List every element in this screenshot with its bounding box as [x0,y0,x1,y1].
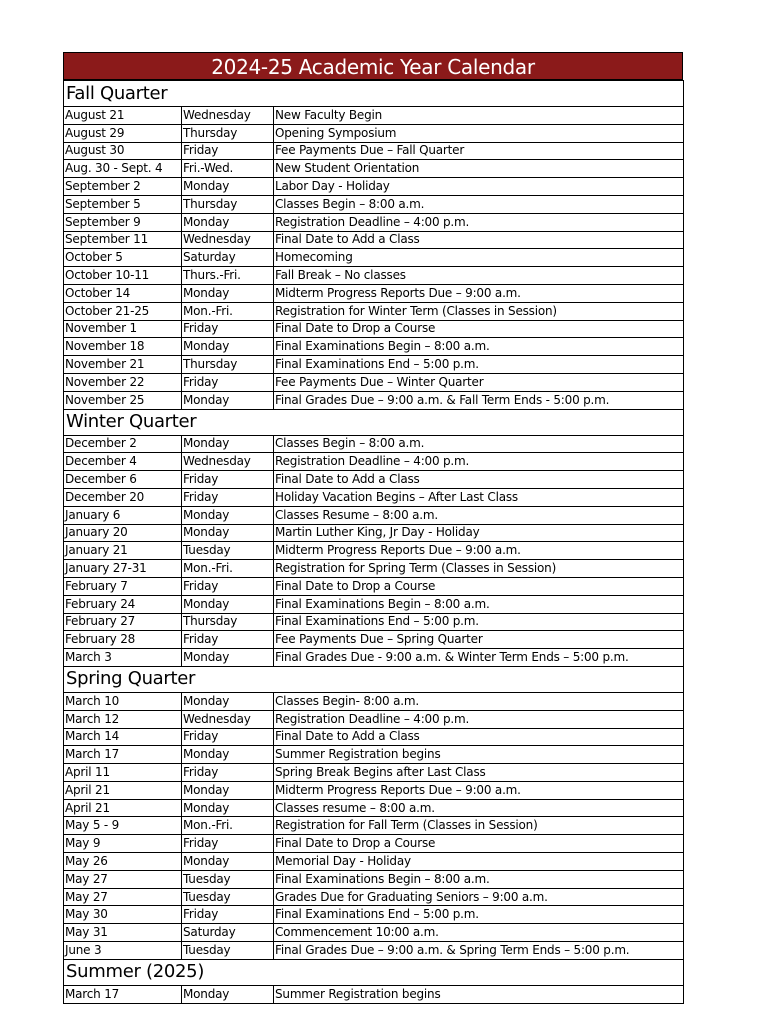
date-cell: November 1 [64,320,182,338]
event-cell: Final Grades Due – 9:00 a.m. & Spring Term Ends – 5:00 p.m. [274,942,684,960]
day-cell: Friday [182,728,274,746]
event-cell: Midterm Progress Reports Due – 9:00 a.m. [274,542,684,560]
table-row [64,649,684,667]
day-cell: Monday [182,985,274,1003]
day-cell: Friday [182,835,274,853]
day-cell: Thursday [182,613,274,631]
date-cell: November 25 [64,391,182,409]
event-cell: Martin Luther King, Jr Day - Holiday [274,524,684,542]
day-cell: Monday [182,799,274,817]
section-header-row [64,959,684,985]
table-row [64,373,684,391]
day-cell: Mon.-Fri. [182,560,274,578]
day-cell: Tuesday [182,870,274,888]
event-cell: Midterm Progress Reports Due – 9:00 a.m. [274,781,684,799]
day-cell: Monday [182,853,274,871]
date-cell: January 27-31 [64,560,182,578]
table-row [64,692,684,710]
table-row [64,302,684,320]
day-cell: Friday [182,764,274,782]
table-row [64,560,684,578]
day-cell: Wednesday [182,710,274,728]
table-row [64,435,684,453]
day-cell: Monday [182,649,274,667]
event-cell: Registration for Spring Term (Classes in Session) [274,560,684,578]
day-cell: Wednesday [182,231,274,249]
table-row [64,631,684,649]
table-row [64,142,684,160]
calendar-body [64,81,684,1004]
day-cell: Friday [182,471,274,489]
event-cell: Opening Symposium [274,124,684,142]
date-cell: May 5 - 9 [64,817,182,835]
date-cell: February 24 [64,595,182,613]
date-cell: May 30 [64,906,182,924]
event-cell: Commencement 10:00 a.m. [274,924,684,942]
date-cell: February 7 [64,577,182,595]
day-cell: Saturday [182,924,274,942]
date-cell: January 21 [64,542,182,560]
date-cell: March 17 [64,746,182,764]
event-cell: Classes resume – 8:00 a.m. [274,799,684,817]
table-row [64,391,684,409]
day-cell: Friday [182,906,274,924]
table-row [64,746,684,764]
table-row [64,781,684,799]
date-cell: October 10-11 [64,267,182,285]
day-cell: Friday [182,577,274,595]
table-row [64,195,684,213]
date-cell: September 11 [64,231,182,249]
date-cell: August 29 [64,124,182,142]
date-cell: September 5 [64,195,182,213]
event-cell: Registration for Fall Term (Classes in Session) [274,817,684,835]
event-cell: Holiday Vacation Begins – After Last Class [274,488,684,506]
date-cell: January 6 [64,506,182,524]
day-cell: Thurs.-Fri. [182,267,274,285]
day-cell: Mon.-Fri. [182,302,274,320]
date-cell: March 12 [64,710,182,728]
table-row [64,124,684,142]
calendar-sheet [63,52,683,1004]
day-cell: Thursday [182,356,274,374]
event-cell: Fee Payments Due – Spring Quarter [274,631,684,649]
table-row [64,249,684,267]
table-row [64,542,684,560]
event-cell: New Student Orientation [274,160,684,178]
event-cell: Classes Begin – 8:00 a.m. [274,435,684,453]
date-cell: February 27 [64,613,182,631]
section-title: Fall Quarter [64,81,684,107]
table-row [64,985,684,1003]
event-cell: New Faculty Begin [274,107,684,125]
table-row [64,853,684,871]
table-row [64,356,684,374]
event-cell: Final Date to Add a Class [274,231,684,249]
event-cell: Registration for Winter Term (Classes in Session) [274,302,684,320]
date-cell: September 2 [64,178,182,196]
event-cell: Homecoming [274,249,684,267]
date-cell: December 6 [64,471,182,489]
event-cell: Final Date to Add a Class [274,471,684,489]
calendar-title: 2024-25 Academic Year Calendar [63,52,683,80]
section-header-row [64,666,684,692]
day-cell: Tuesday [182,888,274,906]
date-cell: May 26 [64,853,182,871]
table-row [64,577,684,595]
table-row [64,870,684,888]
event-cell: Spring Break Begins after Last Class [274,764,684,782]
table-row [64,178,684,196]
table-row [64,231,684,249]
day-cell: Friday [182,488,274,506]
event-cell: Registration Deadline – 4:00 p.m. [274,710,684,728]
day-cell: Friday [182,320,274,338]
event-cell: Final Date to Add a Class [274,728,684,746]
table-row [64,160,684,178]
event-cell: Fee Payments Due – Fall Quarter [274,142,684,160]
day-cell: Monday [182,781,274,799]
table-row [64,728,684,746]
section-header-row [64,81,684,107]
day-cell: Monday [182,284,274,302]
day-cell: Monday [182,178,274,196]
day-cell: Monday [182,391,274,409]
date-cell: October 5 [64,249,182,267]
event-cell: Midterm Progress Reports Due – 9:00 a.m. [274,284,684,302]
table-row [64,213,684,231]
section-title: Summer (2025) [64,959,684,985]
section-title: Spring Quarter [64,666,684,692]
event-cell: Final Examinations Begin – 8:00 a.m. [274,338,684,356]
day-cell: Monday [182,338,274,356]
table-row [64,799,684,817]
date-cell: Aug. 30 - Sept. 4 [64,160,182,178]
day-cell: Wednesday [182,453,274,471]
event-cell: Classes Begin – 8:00 a.m. [274,195,684,213]
event-cell: Final Examinations Begin – 8:00 a.m. [274,595,684,613]
date-cell: October 14 [64,284,182,302]
table-row [64,924,684,942]
date-cell: March 10 [64,692,182,710]
day-cell: Monday [182,746,274,764]
day-cell: Wednesday [182,107,274,125]
event-cell: Classes Resume – 8:00 a.m. [274,506,684,524]
day-cell: Tuesday [182,942,274,960]
event-cell: Final Date to Drop a Course [274,577,684,595]
event-cell: Final Date to Drop a Course [274,835,684,853]
day-cell: Thursday [182,195,274,213]
day-cell: Tuesday [182,542,274,560]
event-cell: Memorial Day - Holiday [274,853,684,871]
event-cell: Classes Begin- 8:00 a.m. [274,692,684,710]
table-row [64,942,684,960]
date-cell: November 18 [64,338,182,356]
date-cell: October 21-25 [64,302,182,320]
day-cell: Monday [182,213,274,231]
date-cell: August 30 [64,142,182,160]
event-cell: Final Examinations End – 5:00 p.m. [274,613,684,631]
event-cell: Grades Due for Graduating Seniors – 9:00 a.m. [274,888,684,906]
date-cell: May 9 [64,835,182,853]
date-cell: March 17 [64,985,182,1003]
event-cell: Registration Deadline – 4:00 p.m. [274,453,684,471]
event-cell: Final Grades Due - 9:00 a.m. & Winter Term Ends – 5:00 p.m. [274,649,684,667]
day-cell: Monday [182,595,274,613]
day-cell: Friday [182,142,274,160]
day-cell: Friday [182,373,274,391]
event-cell: Final Grades Due – 9:00 a.m. & Fall Term Ends - 5:00 p.m. [274,391,684,409]
day-cell: Mon.-Fri. [182,817,274,835]
table-row [64,267,684,285]
table-row [64,488,684,506]
event-cell: Summer Registration begins [274,985,684,1003]
date-cell: March 14 [64,728,182,746]
table-row [64,764,684,782]
day-cell: Friday [182,631,274,649]
event-cell: Final Date to Drop a Course [274,320,684,338]
date-cell: April 21 [64,799,182,817]
table-row [64,453,684,471]
table-row [64,506,684,524]
date-cell: April 11 [64,764,182,782]
day-cell: Monday [182,435,274,453]
date-cell: January 20 [64,524,182,542]
section-title: Winter Quarter [64,409,684,435]
table-row [64,284,684,302]
table-row [64,320,684,338]
day-cell: Thursday [182,124,274,142]
event-cell: Labor Day - Holiday [274,178,684,196]
event-cell: Registration Deadline – 4:00 p.m. [274,213,684,231]
day-cell: Monday [182,692,274,710]
date-cell: November 21 [64,356,182,374]
table-row [64,107,684,125]
table-row [64,710,684,728]
event-cell: Fall Break – No classes [274,267,684,285]
event-cell: Summer Registration begins [274,746,684,764]
date-cell: May 27 [64,888,182,906]
table-row [64,613,684,631]
day-cell: Monday [182,524,274,542]
date-cell: August 21 [64,107,182,125]
date-cell: November 22 [64,373,182,391]
date-cell: February 28 [64,631,182,649]
date-cell: June 3 [64,942,182,960]
date-cell: March 3 [64,649,182,667]
date-cell: April 21 [64,781,182,799]
day-cell: Saturday [182,249,274,267]
event-cell: Final Examinations End – 5:00 p.m. [274,356,684,374]
table-row [64,906,684,924]
table-row [64,471,684,489]
date-cell: September 9 [64,213,182,231]
date-cell: May 27 [64,870,182,888]
date-cell: December 4 [64,453,182,471]
day-cell: Fri.-Wed. [182,160,274,178]
event-cell: Final Examinations End – 5:00 p.m. [274,906,684,924]
table-row [64,524,684,542]
calendar-table [63,80,684,1004]
table-row [64,888,684,906]
day-cell: Monday [182,506,274,524]
date-cell: December 2 [64,435,182,453]
date-cell: December 20 [64,488,182,506]
event-cell: Final Examinations Begin – 8:00 a.m. [274,870,684,888]
table-row [64,835,684,853]
table-row [64,595,684,613]
table-row [64,817,684,835]
event-cell: Fee Payments Due – Winter Quarter [274,373,684,391]
section-header-row [64,409,684,435]
date-cell: May 31 [64,924,182,942]
table-row [64,338,684,356]
